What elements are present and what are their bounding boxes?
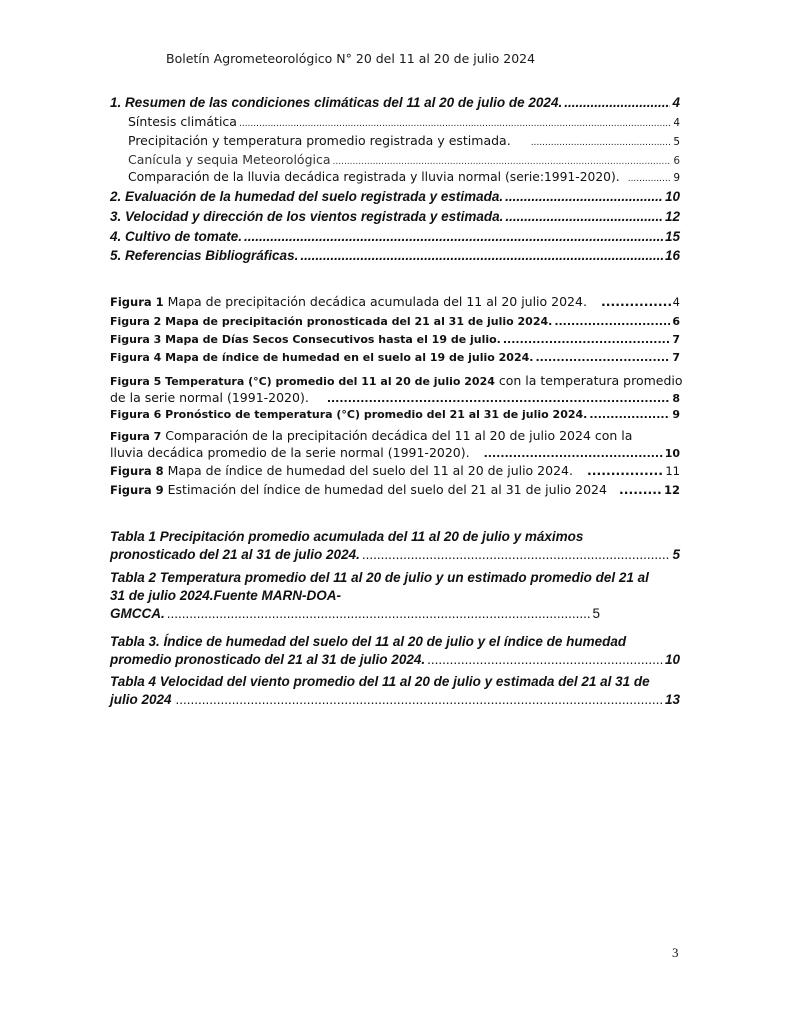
leader-dots [239,119,671,129]
leader-dots [244,229,663,244]
figure-entry-4[interactable] [110,351,680,369]
table-page: 13 [664,692,680,707]
figure-title: Mapa de índice de humedad en el suelo al 19 de julio 2024. [161,351,534,364]
figure-entry-2[interactable] [110,315,680,333]
figure-title: Temperatura (°C) promedio del 11 al 20 de julio 2024 [161,375,495,388]
table-entry-3[interactable] [110,634,680,667]
toc-entry-page: 15 [664,229,680,244]
figure-entry-9[interactable] [110,482,680,500]
toc-entry-5[interactable] [110,248,680,266]
toc-entry-2[interactable] [110,189,680,207]
figure-title: Pronóstico de temperatura (°C) promedio del 21 al 31 de julio 2024. [161,408,588,421]
figure-label: Figura 8 [110,464,164,478]
toc-entry-page: 4 [672,95,680,110]
toc-entry-page: 5 [673,136,680,148]
page-header: Boletín Agrometeorológico N° 20 del 11 al 20 de julio 2024 [166,51,536,66]
leader-dots [505,209,663,224]
figure-title-cont: con la temperatura promedio [494,373,683,388]
toc-entry-3[interactable] [110,209,680,227]
toc-entry-title: Síntesis climática [128,114,237,129]
page-number: 3 [672,945,679,960]
figure-label: Figura 5 [110,375,162,388]
toc-entry-1-2[interactable] [128,133,680,151]
table-page: 5 [672,547,680,562]
figure-page: 7 [672,333,680,346]
leader-dots [564,95,670,110]
figure-entry-7[interactable] [110,425,680,460]
figure-label: Figura 1 [110,295,164,309]
leader-dots [484,447,663,460]
figure-entry-1[interactable] [110,294,680,312]
table-page: 10 [664,652,680,667]
leader-dots [531,138,672,148]
leader-dots [505,189,663,204]
figure-entry-5[interactable] [110,370,683,405]
figure-page: 6 [672,315,680,328]
toc-entry-page: 9 [673,172,680,184]
table-title-line1: Tabla 3. Índice de humedad del suelo del 11 al 20 de julio y el índice de humedad [110,634,627,649]
figure-label: Figura 2 [110,315,162,328]
toc-entry-page: 10 [664,189,680,204]
toc-entry-page: 6 [673,155,680,167]
figure-title: Estimación del índice de humedad del suelo del 21 al 31 de julio 2024 [163,482,607,497]
table-entry-1[interactable] [110,529,680,562]
leader-dots [167,606,591,621]
figure-title: Comparación de la precipitación decádica del 11 al 20 de julio 2024 con la [161,428,633,443]
leader-dots [628,174,672,184]
table-page: 5 [592,606,600,621]
leader-dots [535,351,670,364]
table-entry-2[interactable] [110,570,680,621]
table-entry-4[interactable] [110,674,680,707]
toc-entry-1-4[interactable] [128,170,680,188]
leader-dots [300,248,663,263]
toc-entry-page: 4 [673,117,680,129]
table-title-line2: 31 de julio 2024.Fuente MARN-DOA- [110,588,342,603]
figure-entry-3[interactable] [110,333,680,351]
leader-dots [362,547,671,562]
figure-title-line2: de la serie normal (1991-2020). [110,390,309,405]
toc-entry-title: 1. Resumen de las condiciones climáticas del 11 al 20 de julio de 2024. [110,95,563,110]
toc-entry-title: 5. Referencias Bibliográficas. [110,248,299,263]
leader-dots [427,652,663,667]
table-title-line1: Tabla 4 Velocidad del viento promedio del 11 al 20 de julio y estimada del 21 al 31 de [110,674,650,689]
leader-dots [554,315,670,328]
figure-label: Figura 4 [110,351,162,364]
figure-entry-6[interactable] [110,408,680,426]
figure-page: 8 [672,392,680,405]
table-title-line2: pronosticado del 21 al 31 de julio 2024. [110,547,360,562]
figure-page: 9 [672,408,680,421]
figure-title: Mapa de precipitación pronosticada del 21 al 31 de julio 2024. [161,315,553,328]
toc-entry-title: Precipitación y temperatura promedio registrada y estimada. [128,133,511,148]
toc-entry-title: 2. Evaluación de la humedad del suelo registrada y estimada. [110,189,504,204]
figure-title: Mapa de Días Secos Consecutivos hasta el 19 de julio. [161,333,501,346]
leader-dots [176,692,663,707]
toc-entry-page: 16 [664,248,680,263]
toc-entry-title: 4. Cultivo de tomate. [110,229,243,244]
toc-entry-4[interactable] [110,229,680,247]
toc-entry-title: 3. Velocidad y dirección de los vientos registrada y estimada. [110,209,504,224]
figure-page: 10 [664,447,680,460]
figure-page: 4 [672,295,680,309]
toc-entry-1-3[interactable] [128,152,680,170]
table-title-line1: Tabla 2 Temperatura promedio del 11 al 20 de julio y un estimado promedio del 21 al [110,570,649,585]
figure-title-line2: lluvia decádica promedio de la serie normal (1991-2020). [110,445,470,460]
figure-page: 12 [663,483,680,497]
toc-entry-page: 12 [664,209,680,224]
leader-dots [503,333,670,346]
figure-entry-8[interactable] [110,463,680,481]
figure-label: Figura 6 [110,408,162,421]
table-title-line2: promedio pronosticado del 21 al 31 de julio 2024. [110,652,426,667]
leader-dots [333,157,672,167]
toc-entry-1[interactable] [110,95,680,113]
leader-dots [589,408,670,421]
figure-label: Figura 9 [110,483,164,497]
leader-dots [619,482,662,497]
table-title-line1: Tabla 1 Precipitación promedio acumulada del 11 al 20 de julio y máximos [110,529,584,544]
figure-page: 11 [665,464,680,478]
table-title-line3: GMCCA. [110,606,165,621]
toc-entry-title: Comparación de la lluvia decádica registrada y lluvia normal (serie:1991-2020). [128,170,620,184]
figure-label: Figura 3 [110,333,162,346]
leader-dots [601,294,671,309]
figure-title: Mapa de precipitación decádica acumulada del 11 al 20 julio 2024. [163,294,587,309]
figure-title: Mapa de índice de humedad del suelo del 11 al 20 de julio 2024. [163,463,573,478]
figure-page: 7 [672,351,680,364]
leader-dots [587,463,663,478]
figure-label: Figura 7 [110,430,162,443]
leader-dots [327,392,671,405]
table-title-line2: julio 2024 [110,692,172,707]
toc-entry-title: Canícula y sequia Meteorológica [128,152,331,167]
toc-entry-1-1[interactable] [128,114,680,132]
